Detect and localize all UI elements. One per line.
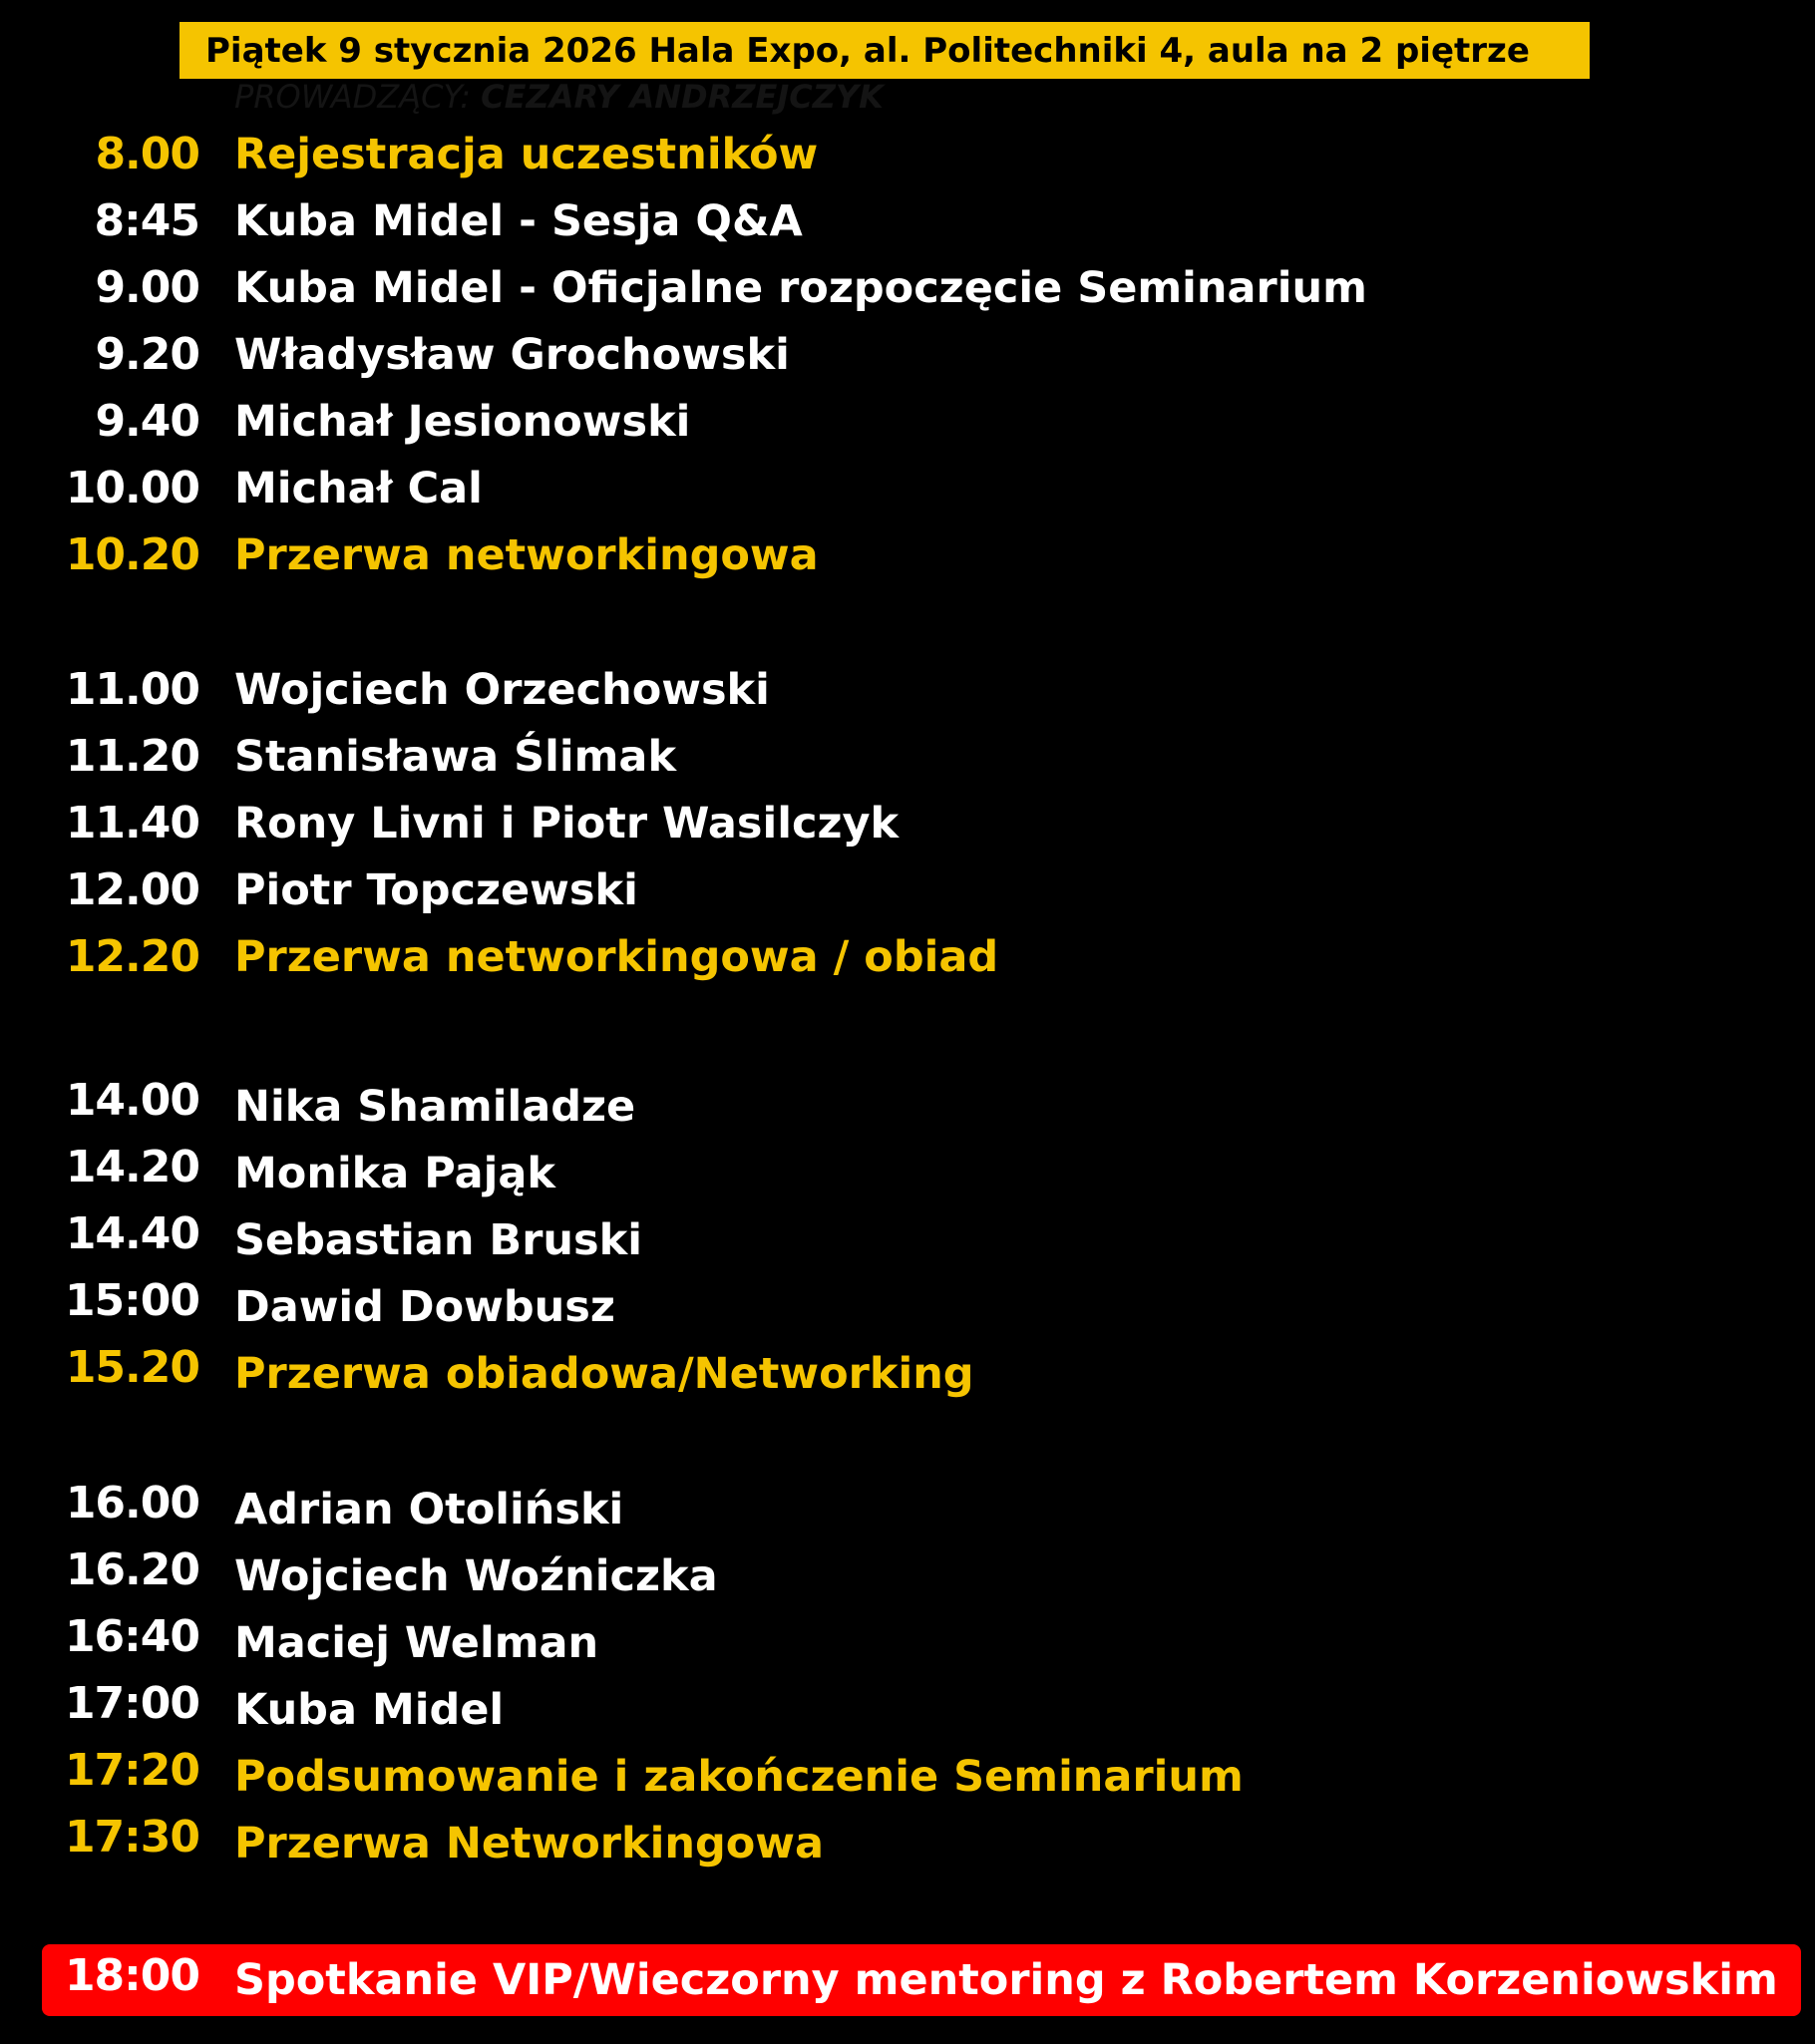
schedule-label: Przerwa Networkingowa bbox=[234, 1819, 825, 1869]
vip-time: 18:00 bbox=[64, 1950, 199, 2001]
schedule-row bbox=[0, 1344, 1815, 1404]
schedule-label: Sebastian Bruski bbox=[234, 1215, 642, 1265]
schedule-time: 14.00 bbox=[65, 1075, 199, 1126]
schedule-label: Adrian Otoliński bbox=[234, 1485, 624, 1534]
schedule-time: 14.20 bbox=[65, 1142, 199, 1192]
host-prefix: PROWADZĄCY: bbox=[234, 78, 482, 116]
schedule-row bbox=[0, 860, 1815, 920]
host-name: CEZARY ANDRZEJCZYK bbox=[481, 78, 884, 116]
schedule-time: 9.40 bbox=[95, 396, 199, 447]
schedule-row bbox=[0, 1480, 1815, 1539]
schedule-row bbox=[0, 125, 1815, 184]
schedule-time: 16:40 bbox=[64, 1611, 199, 1662]
schedule-label: Kuba Midel bbox=[234, 1685, 505, 1735]
schedule-label: Przerwa obiadowa/Networking bbox=[234, 1349, 974, 1399]
schedule-row bbox=[0, 660, 1815, 720]
schedule-time: 8.00 bbox=[95, 129, 199, 179]
schedule-time: 8:45 bbox=[94, 195, 199, 246]
schedule-time: 11.40 bbox=[65, 798, 199, 849]
schedule-row bbox=[0, 392, 1815, 452]
schedule-label: Przerwa networkingowa / obiad bbox=[234, 932, 999, 982]
schedule-row bbox=[0, 1144, 1815, 1203]
schedule-label: Wojciech Woźniczka bbox=[234, 1551, 718, 1601]
schedule-label: Kuba Midel - Sesja Q&A bbox=[234, 196, 803, 246]
schedule-time: 17:00 bbox=[64, 1678, 199, 1729]
schedule-label: Nika Shamiladze bbox=[234, 1082, 636, 1132]
schedule-row bbox=[0, 1747, 1815, 1807]
schedule-time: 17:30 bbox=[64, 1812, 199, 1863]
schedule-row bbox=[0, 927, 1815, 987]
schedule-label: Maciej Welman bbox=[234, 1618, 599, 1668]
vip-row bbox=[0, 1950, 1815, 2010]
schedule-time: 15:00 bbox=[64, 1275, 199, 1326]
schedule-row bbox=[0, 1814, 1815, 1874]
schedule-label: Podsumowanie i zakończenie Seminarium bbox=[234, 1752, 1244, 1802]
schedule-label: Monika Pająk bbox=[234, 1149, 555, 1198]
schedule-label: Dawid Dowbusz bbox=[234, 1282, 615, 1332]
schedule-row bbox=[0, 325, 1815, 385]
schedule-time: 14.40 bbox=[65, 1208, 199, 1259]
schedule-label: Władysław Grochowski bbox=[234, 330, 790, 380]
schedule-label: Rejestracja uczestników bbox=[234, 130, 819, 179]
schedule-row bbox=[0, 525, 1815, 585]
schedule-row bbox=[0, 794, 1815, 853]
schedule-label: Kuba Midel - Oficjalne rozpoczęcie Seminarium bbox=[234, 263, 1367, 313]
date-venue-banner: Piątek 9 stycznia 2026 Hala Expo, al. Politechniki 4, aula na 2 piętrze bbox=[180, 22, 1590, 79]
schedule-label: Michał Cal bbox=[234, 464, 483, 513]
schedule-row bbox=[0, 459, 1815, 518]
schedule-row bbox=[0, 1210, 1815, 1270]
schedule-row bbox=[0, 1613, 1815, 1673]
schedule-row bbox=[0, 1680, 1815, 1740]
schedule-time: 11.20 bbox=[65, 731, 199, 782]
schedule-row bbox=[0, 1077, 1815, 1137]
schedule-label: Piotr Topczewski bbox=[234, 865, 638, 915]
schedule-label: Przerwa networkingowa bbox=[234, 530, 819, 580]
schedule-label: Wojciech Orzechowski bbox=[234, 665, 770, 715]
schedule-time: 15.20 bbox=[65, 1342, 199, 1393]
host-line bbox=[234, 78, 884, 116]
schedule-time: 12.00 bbox=[65, 864, 199, 915]
schedule-time: 9.00 bbox=[95, 262, 199, 313]
schedule-time: 11.00 bbox=[65, 664, 199, 715]
schedule-time: 9.20 bbox=[95, 329, 199, 380]
schedule-label: Stanisława Ślimak bbox=[234, 732, 677, 782]
schedule-time: 10.00 bbox=[65, 463, 199, 513]
schedule-row bbox=[0, 191, 1815, 251]
schedule-row bbox=[0, 1277, 1815, 1337]
schedule-time: 10.20 bbox=[65, 529, 199, 580]
schedule-label: Michał Jesionowski bbox=[234, 397, 691, 447]
schedule-time: 16.20 bbox=[65, 1544, 199, 1595]
schedule-time: 16.00 bbox=[65, 1478, 199, 1529]
schedule-row bbox=[0, 1546, 1815, 1606]
vip-label: Spotkanie VIP/Wieczorny mentoring z Robertem Korzeniowskim bbox=[234, 1955, 1778, 2005]
schedule-time: 17:20 bbox=[64, 1745, 199, 1796]
schedule-row bbox=[0, 727, 1815, 787]
schedule-label: Rony Livni i Piotr Wasilczyk bbox=[234, 799, 900, 849]
schedule-time: 12.20 bbox=[65, 931, 199, 982]
schedule-row bbox=[0, 258, 1815, 318]
